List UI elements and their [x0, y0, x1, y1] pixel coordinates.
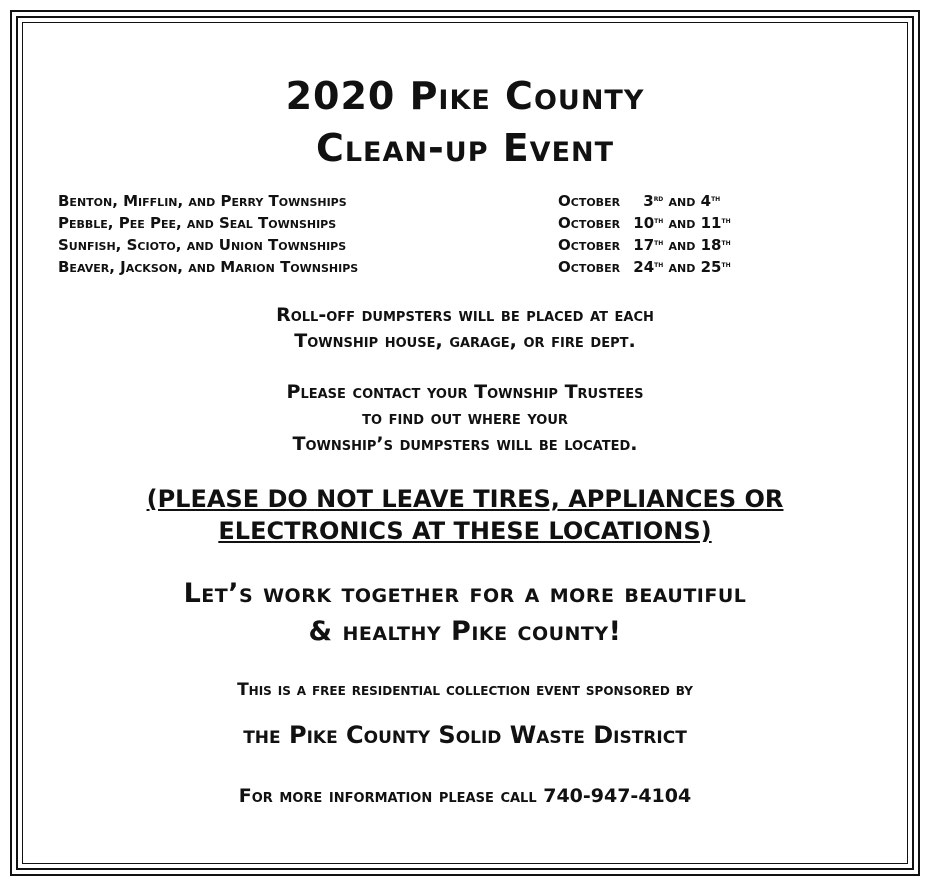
sponsor-name: the Pike County Solid Waste District — [243, 721, 687, 749]
warning-line-1: (PLEASE DO NOT LEAVE TIRES, APPLIANCES OR — [146, 485, 784, 513]
schedule-townships: Beaver, Jackson, and Marion Townships — [58, 258, 359, 276]
info-phone: For more information please call 740-947-4104 — [238, 785, 692, 807]
schedule-date: October 24th and 25th — [558, 258, 731, 276]
schedule-date: October 10th and 11th — [558, 214, 731, 232]
sponsor-intro: This is a free residential collection event sponsored by — [237, 680, 693, 700]
contact-line-1: Please contact your Township Trustees — [286, 381, 644, 403]
title-line-1: 2020 Pike County — [285, 74, 645, 118]
schedule-townships: Pebble, Pee Pee, and Seal Townships — [58, 214, 337, 232]
warning-line-2: ELECTRONICS AT THESE LOCATIONS) — [218, 517, 712, 545]
contact-line-3: Township’s dumpsters will be located. — [292, 433, 638, 455]
contact-notice — [22, 379, 908, 457]
rolloff-line-2: Township house, garage, or fire dept. — [294, 330, 636, 352]
title-line-2: Clean-up Event — [315, 126, 615, 170]
schedule-date: October 3rd and 4th — [558, 192, 721, 210]
together-line-2: & healthy Pike county! — [308, 616, 622, 647]
together-slogan — [22, 575, 908, 651]
schedule-townships: Sunfish, Scioto, and Union Townships — [58, 236, 347, 254]
schedule-row — [58, 192, 858, 214]
together-line-1: Let’s work together for a more beautiful — [183, 578, 747, 609]
schedule-row — [58, 214, 858, 236]
schedule-row — [58, 236, 858, 258]
schedule-townships: Benton, Mifflin, and Perry Townships — [58, 192, 347, 210]
rolloff-notice — [22, 302, 908, 354]
flyer — [22, 22, 908, 864]
schedule-row — [58, 258, 858, 280]
warning-notice — [22, 483, 908, 547]
schedule-date: October 17th and 18th — [558, 236, 731, 254]
rolloff-line-1: Roll-off dumpsters will be placed at each — [276, 304, 654, 326]
schedule-table — [58, 192, 858, 280]
contact-line-2: to find out where your — [362, 407, 568, 429]
